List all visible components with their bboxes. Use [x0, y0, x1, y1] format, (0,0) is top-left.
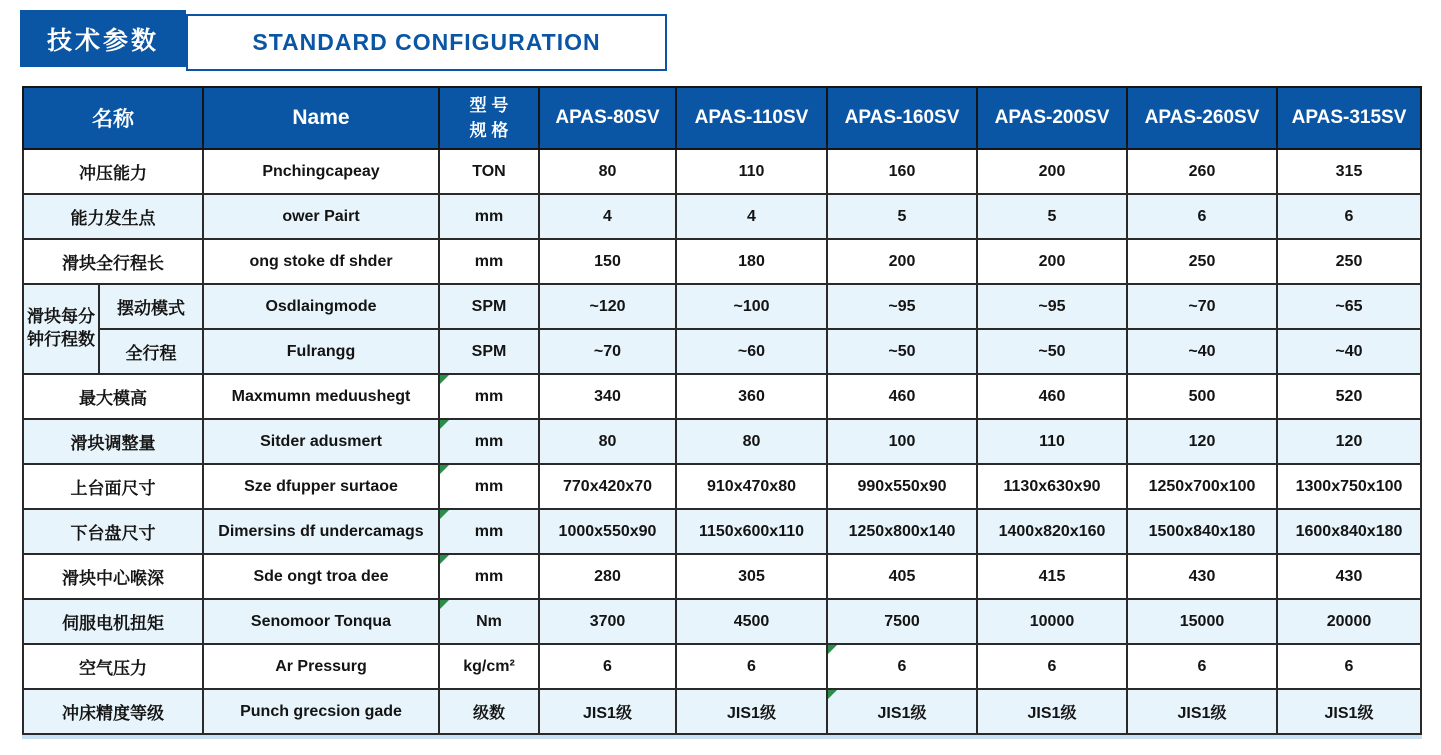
cell-value: 1250x700x100 — [1127, 464, 1277, 509]
row-name-en: ong stoke df shder — [203, 239, 439, 284]
table-row-lower-plate-size — [23, 509, 1421, 554]
cell-value: 305 — [676, 554, 827, 599]
table-row-max-die-height — [23, 374, 1421, 419]
cell-value: 430 — [1127, 554, 1277, 599]
cell-value: 5 — [977, 194, 1127, 239]
cell-value: 100 — [827, 419, 977, 464]
row-name-en: Senomoor Tonqua — [203, 599, 439, 644]
cell-value: 460 — [977, 374, 1127, 419]
cell-value: 1250x800x140 — [827, 509, 977, 554]
row-unit: mm — [439, 464, 539, 509]
cell-value: 120 — [1127, 419, 1277, 464]
row-unit: kg/cm² — [439, 644, 539, 689]
cell-value: JIS1级 — [676, 689, 827, 734]
cell-value: 1300x750x100 — [1277, 464, 1421, 509]
cell-value: 10000 — [977, 599, 1127, 644]
cell-value: 1500x840x180 — [1127, 509, 1277, 554]
cell-value: 7500 — [827, 599, 977, 644]
cell-value: 6 — [539, 644, 676, 689]
cell-value: ~70 — [539, 329, 676, 374]
cell-value: 250 — [1277, 239, 1421, 284]
row-name-cn: 全行程 — [99, 329, 203, 374]
table-row-servo-motor-torque — [23, 599, 1421, 644]
header-model-apas-160sv: APAS-160SV — [827, 87, 977, 149]
cell-value: 430 — [1277, 554, 1421, 599]
row-name-cn: 冲压能力 — [23, 149, 203, 194]
cell-value: 200 — [827, 239, 977, 284]
header-spec-line2: 规 格 — [469, 121, 509, 140]
cell-value: ~100 — [676, 284, 827, 329]
cell-value: 80 — [539, 419, 676, 464]
cell-value: ~65 — [1277, 284, 1421, 329]
row-name-en: Fulrangg — [203, 329, 439, 374]
cell-value: 1400x820x160 — [977, 509, 1127, 554]
cell-value: 500 — [1127, 374, 1277, 419]
cell-value: 4 — [676, 194, 827, 239]
cell-value: 520 — [1277, 374, 1421, 419]
cell-value: 80 — [676, 419, 827, 464]
cell-value: 6 — [1127, 644, 1277, 689]
cell-value: 15000 — [1127, 599, 1277, 644]
row-name-cn: 伺服电机扭矩 — [23, 599, 203, 644]
header-row — [23, 87, 1421, 149]
row-group-label-spm — [23, 284, 99, 374]
cell-value: 4 — [539, 194, 676, 239]
row-name-cn: 冲床精度等级 — [23, 689, 203, 734]
cell-value: ~95 — [827, 284, 977, 329]
cell-value: 1000x550x90 — [539, 509, 676, 554]
row-name-cn: 下台盘尺寸 — [23, 509, 203, 554]
cell-value: 1600x840x180 — [1277, 509, 1421, 554]
cell-value: 3700 — [539, 599, 676, 644]
header-spec-line1: 型 号 — [469, 95, 509, 115]
row-name-cn: 最大模高 — [23, 374, 203, 419]
header-model-apas-200sv: APAS-200SV — [977, 87, 1127, 149]
row-name-cn: 滑块全行程长 — [23, 239, 203, 284]
cell-value: ~120 — [539, 284, 676, 329]
table-row-full-range — [23, 329, 1421, 374]
row-name-en: Sitder adusmert — [203, 419, 439, 464]
cell-value: JIS1级 — [827, 689, 977, 734]
cell-value: ~40 — [1277, 329, 1421, 374]
cell-value: 460 — [827, 374, 977, 419]
header-model-apas-260sv: APAS-260SV — [1127, 87, 1277, 149]
row-unit: Nm — [439, 599, 539, 644]
cell-value: 160 — [827, 149, 977, 194]
row-name-en: Pnchingcapeay — [203, 149, 439, 194]
table-row-power-point — [23, 194, 1421, 239]
cell-value: 6 — [1277, 194, 1421, 239]
spec-table — [22, 86, 1422, 735]
row-unit: mm — [439, 509, 539, 554]
group-label-line2: 钟行程数 — [27, 330, 95, 349]
cell-value: 250 — [1127, 239, 1277, 284]
cell-value: 1150x600x110 — [676, 509, 827, 554]
cell-value: 6 — [977, 644, 1127, 689]
cell-value: 120 — [1277, 419, 1421, 464]
row-name-cn: 摆动模式 — [99, 284, 203, 329]
cell-value: JIS1级 — [977, 689, 1127, 734]
cell-value: 340 — [539, 374, 676, 419]
row-unit: mm — [439, 554, 539, 599]
cell-value: 405 — [827, 554, 977, 599]
row-unit: mm — [439, 239, 539, 284]
cell-value: 990x550x90 — [827, 464, 977, 509]
cell-value: 4500 — [676, 599, 827, 644]
cell-value: 20000 — [1277, 599, 1421, 644]
cell-value: JIS1级 — [1127, 689, 1277, 734]
cell-value: 150 — [539, 239, 676, 284]
section-title-chinese: 技术参数 — [20, 10, 186, 67]
row-name-cn: 空气压力 — [23, 644, 203, 689]
cell-value: JIS1级 — [539, 689, 676, 734]
cell-value: 80 — [539, 149, 676, 194]
header-model-apas-315sv: APAS-315SV — [1277, 87, 1421, 149]
table-row-slide-stroke — [23, 239, 1421, 284]
row-name-en: Osdlaingmode — [203, 284, 439, 329]
row-name-en: Sze dfupper surtaoe — [203, 464, 439, 509]
cell-value: 315 — [1277, 149, 1421, 194]
row-name-cn: 滑块调整量 — [23, 419, 203, 464]
row-unit: mm — [439, 194, 539, 239]
cell-value: 6 — [676, 644, 827, 689]
cell-value: 110 — [977, 419, 1127, 464]
row-name-cn: 能力发生点 — [23, 194, 203, 239]
table-row-punching-capacity — [23, 149, 1421, 194]
row-name-en: ower Pairt — [203, 194, 439, 239]
row-name-en: Punch grecsion gade — [203, 689, 439, 734]
cell-value: 6 — [827, 644, 977, 689]
cell-value: 280 — [539, 554, 676, 599]
cell-value: ~60 — [676, 329, 827, 374]
cell-value: 110 — [676, 149, 827, 194]
table-row-slide-adjustment — [23, 419, 1421, 464]
cell-value: ~95 — [977, 284, 1127, 329]
header-name-cn: 名称 — [23, 87, 203, 149]
cell-value: ~40 — [1127, 329, 1277, 374]
table-row-oscillating-mode — [23, 284, 1421, 329]
cell-value: ~50 — [977, 329, 1127, 374]
row-unit: TON — [439, 149, 539, 194]
header-name-en: Name — [203, 87, 439, 149]
row-unit: SPM — [439, 284, 539, 329]
row-name-cn: 上台面尺寸 — [23, 464, 203, 509]
row-unit: 级数 — [439, 689, 539, 734]
table-row-precision-grade — [23, 689, 1421, 734]
row-unit: mm — [439, 419, 539, 464]
cell-value: JIS1级 — [1277, 689, 1421, 734]
row-name-en: Sde ongt troa dee — [203, 554, 439, 599]
cell-value: 5 — [827, 194, 977, 239]
cell-value: 770x420x70 — [539, 464, 676, 509]
row-name-en: Dimersins df undercamags — [203, 509, 439, 554]
row-name-en: Ar Pressurg — [203, 644, 439, 689]
cell-value: 360 — [676, 374, 827, 419]
cell-value: 260 — [1127, 149, 1277, 194]
title-bar — [0, 0, 1441, 86]
row-name-en: Maxmumn meduushegt — [203, 374, 439, 419]
header-model-apas-80sv: APAS-80SV — [539, 87, 676, 149]
cell-value: 180 — [676, 239, 827, 284]
row-unit: mm — [439, 374, 539, 419]
cell-value: 910x470x80 — [676, 464, 827, 509]
section-title-english: STANDARD CONFIGURATION — [186, 14, 667, 71]
cell-value: 200 — [977, 239, 1127, 284]
cell-value: ~50 — [827, 329, 977, 374]
row-unit: SPM — [439, 329, 539, 374]
table-row-throat-depth — [23, 554, 1421, 599]
header-model-spec — [439, 87, 539, 149]
cell-value: 415 — [977, 554, 1127, 599]
header-model-apas-110sv: APAS-110SV — [676, 87, 827, 149]
cell-value: ~70 — [1127, 284, 1277, 329]
cell-value: 200 — [977, 149, 1127, 194]
cell-value: 6 — [1127, 194, 1277, 239]
group-label-line1: 滑块每分 — [27, 307, 95, 327]
cell-value: 6 — [1277, 644, 1421, 689]
row-name-cn: 滑块中心喉深 — [23, 554, 203, 599]
table-row-upper-surface-size — [23, 464, 1421, 509]
table-row-air-pressure — [23, 644, 1421, 689]
cell-value: 1130x630x90 — [977, 464, 1127, 509]
